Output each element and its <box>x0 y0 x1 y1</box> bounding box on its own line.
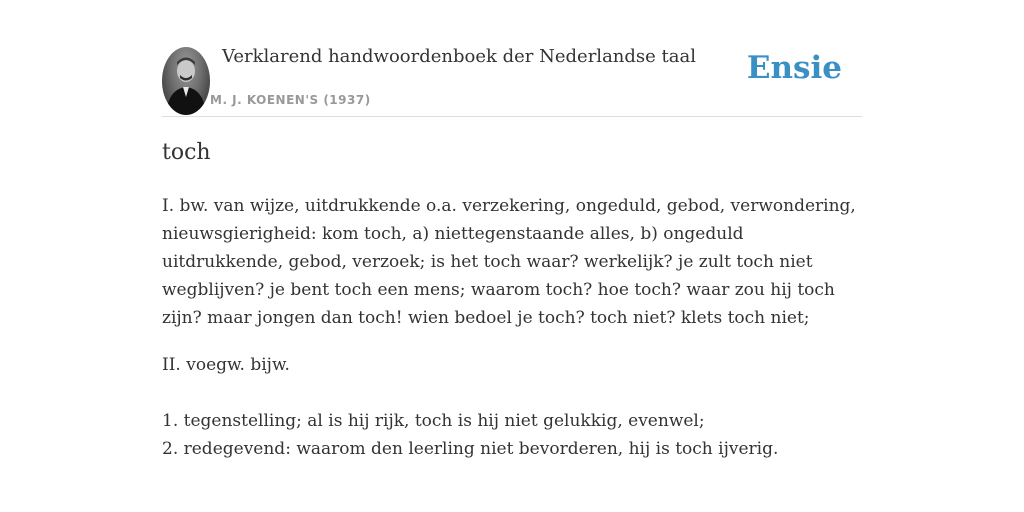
definition-section-two: II. voegw. bijw. <box>162 355 290 375</box>
definition-section-one: I. bw. van wijze, uitdrukkende o.a. verzekering, ongeduld, gebod, verwondering, nieuwsgierigheid: kom toch, a) niettegenstaande alles, b) ongeduld uitdrukkende, gebod, verzoek; is het toch waar? werkelijk? je zult toch niet wegblijven? je bent toch een mens; waarom toch? hoe toch? waar zou hij toch zijn? maar jongen dan toch! wien bedoel je toch? toch niet? klets toch niet; <box>162 196 856 328</box>
sense-item: 1. tegenstelling; al is hij rijk, toch is hij niet gelukkig, evenwel; <box>162 411 705 431</box>
sense-list <box>162 407 778 463</box>
ensie-logo-link[interactable]: Ensie <box>746 50 842 86</box>
book-title: Verklarend handwoordenboek der Nederlandse taal <box>222 46 696 67</box>
book-subtitle: M. J. KOENEN'S (1937) <box>210 93 371 107</box>
entry-headword: toch <box>162 140 211 165</box>
dictionary-header <box>162 40 862 117</box>
author-portrait-icon <box>162 47 210 115</box>
sense-item: 2. redegevend: waarom den leerling niet bevorderen, hij is toch ijverig. <box>162 439 779 459</box>
